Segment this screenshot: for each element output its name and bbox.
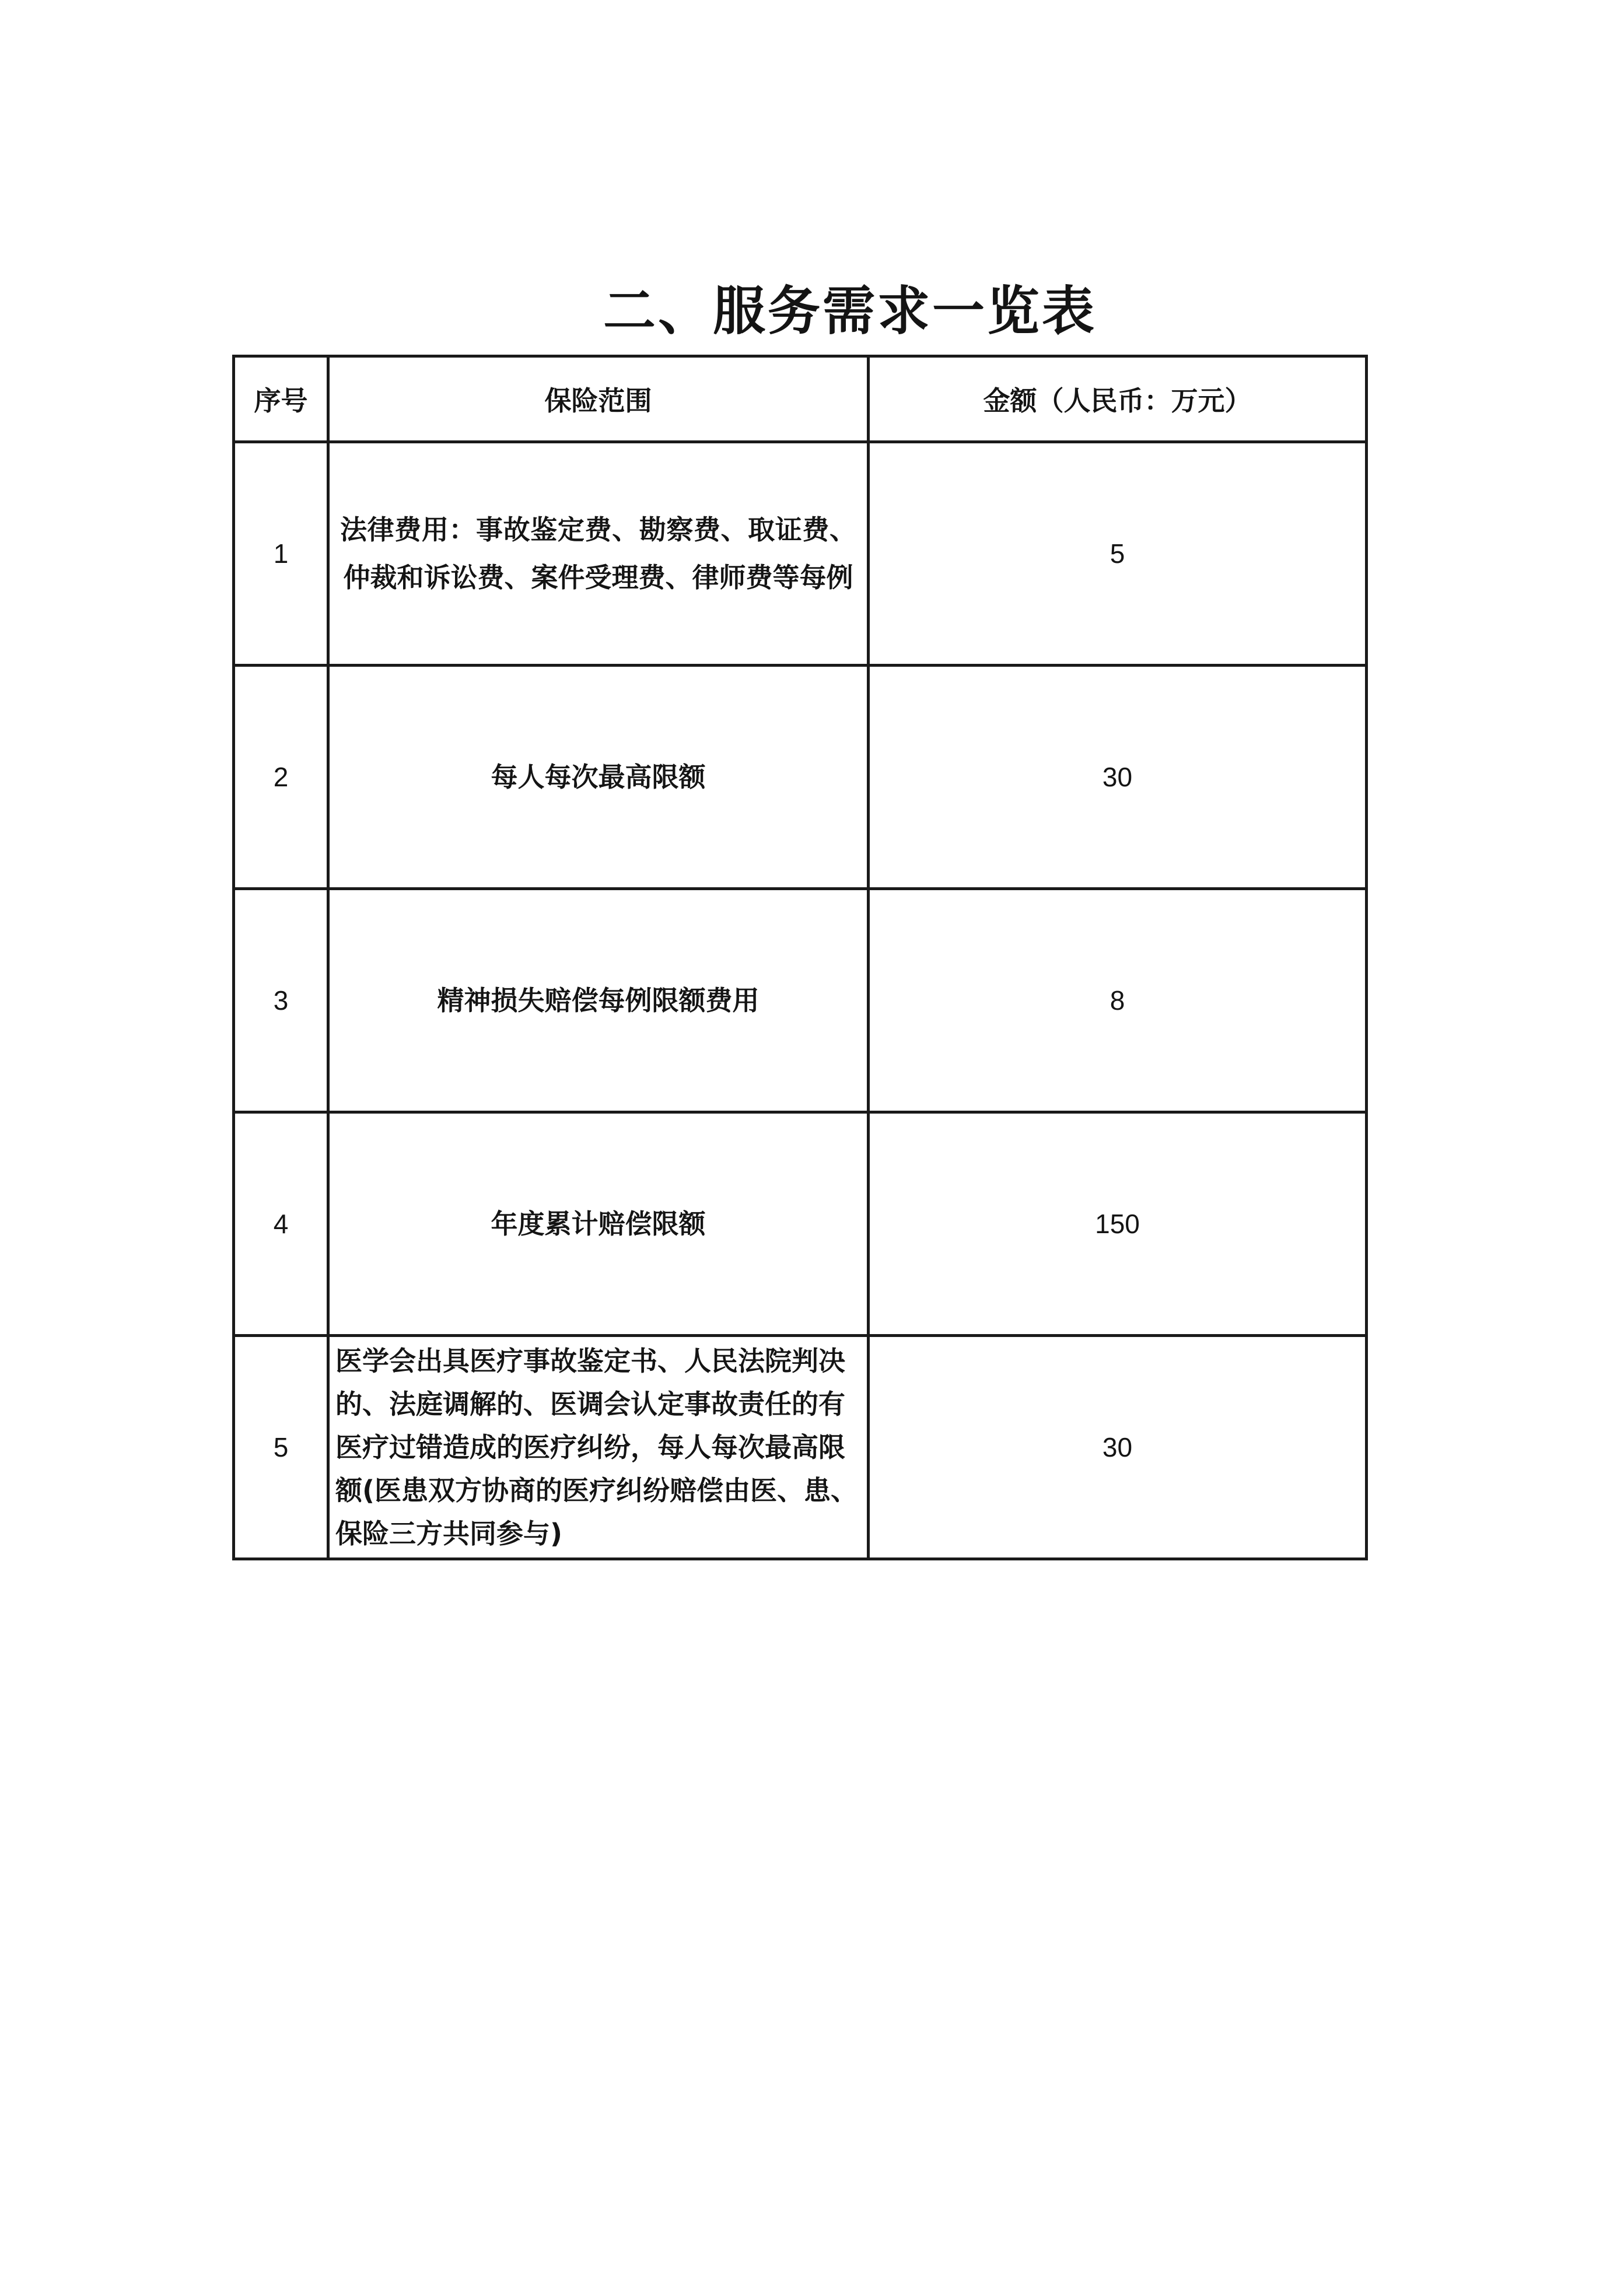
page-title: 二、服务需求一览表 (603, 280, 1097, 342)
row-amount: 8 (869, 889, 1367, 1112)
row-no: 4 (234, 1112, 328, 1336)
service-requirements-table (232, 355, 1368, 1560)
header-no: 序号 (234, 356, 328, 442)
row-amount: 30 (869, 666, 1367, 889)
row-amount: 150 (869, 1112, 1367, 1336)
row-no: 2 (234, 666, 328, 889)
row-no: 5 (234, 1336, 328, 1559)
table-row (234, 1336, 1367, 1559)
row-amount: 30 (869, 1336, 1367, 1559)
row-scope: 法律费用：事故鉴定费、勘察费、取证费、仲裁和诉讼费、案件受理费、律师费等每例 (328, 442, 869, 666)
header-scope: 保险范围 (328, 356, 869, 442)
row-no: 1 (234, 442, 328, 666)
row-scope: 每人每次最高限额 (328, 666, 869, 889)
table-row (234, 889, 1367, 1112)
table-row (234, 1112, 1367, 1336)
table-header-row (234, 356, 1367, 442)
row-scope: 年度累计赔偿限额 (328, 1112, 869, 1336)
table-row (234, 442, 1367, 666)
header-amount: 金额（人民币：万元） (869, 356, 1367, 442)
table-row (234, 666, 1367, 889)
row-no: 3 (234, 889, 328, 1112)
row-scope: 医学会出具医疗事故鉴定书、人民法院判决的、法庭调解的、医调会认定事故责任的有医疗过错造成的医疗纠纷，每人每次最高限额(医患双方协商的医疗纠纷赔偿由医、患、保险三方共同参与) (328, 1336, 869, 1559)
row-scope: 精神损失赔偿每例限额费用 (328, 889, 869, 1112)
row-amount: 5 (869, 442, 1367, 666)
